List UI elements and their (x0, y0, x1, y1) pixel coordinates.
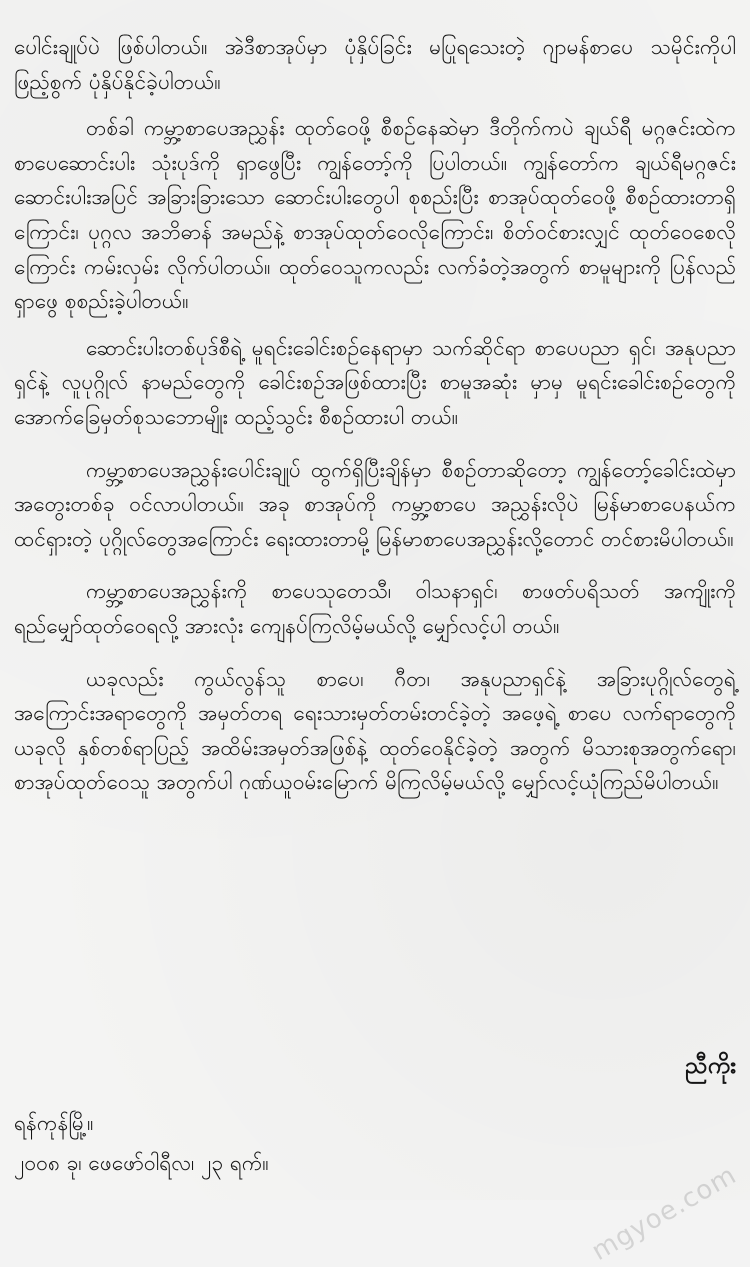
place-line: ရန်ကုန်မြို့။ (14, 1111, 94, 1135)
paragraph-5: ကမ္ဘာ့စာပေအညွှန်းကို စာပေသုတေသီ၊ ဝါသနာရှင်၊ စာဖတ်ပရိသတ် အကျိုးကို ရည်မျှော်ထုတ်ဝေရလို့ အားလုံး ကျေနပ်ကြလိမ့်မယ်လို့ မျှော်လင့်ပါ တယ်။ (14, 579, 736, 638)
paragraph-1: ပေါင်းချုပ်ပဲ ဖြစ်ပါတယ်။ အဲဒီစာအုပ်မှာ ပုံနှိပ်ခြင်း မပြုရသေးတဲ့ ဂျာမန်စာပေ သမိုင်းကိုပါ ဖြည့်စွက် ပုံနှိပ်နိုင်ခဲ့ပါတယ်။ (14, 35, 736, 94)
body-text (14, 30, 736, 800)
paragraph-2: တစ်ခါ ကမ္ဘာ့စာပေအညွှန်း ထုတ်ဝေဖို့ စီစဉ်နေဆဲမှာ ဒီတိုက်ကပဲ ချယ်ရီ မဂ္ဂဇင်းထဲက စာပေဆောင်းပါး သုံးပုဒ်ကို ရှာဖွေပြီး ကျွန်တော့်ကို ပြပါတယ်။ ကျွန်တော်က ချယ်ရီမဂ္ဂဇင်းဆောင်းပါးအပြင် အခြားခြားသော ဆောင်းပါးတွေပါ စုစည်းပြီး စာအုပ်ထုတ်ဝေဖို့ စီစဉ်ထားတာရှိကြောင်း၊ ပုဂ္ဂလ အဘိဓာန် အမည်နဲ့ စာအုပ်ထုတ်ဝေလိုကြောင်း၊ စိတ်ဝင်စားလျှင် ထုတ်ဝေစေလိုကြောင်း ကမ်းလှမ်း လိုက်ပါတယ်။ ထုတ်ဝေသူကလည်း လက်ခံတဲ့အတွက် စာမူများကို ပြန်လည် ရှာဖွေ စုစည်းခဲ့ပါတယ်။ (14, 116, 736, 314)
watermark: mgyoe.com (586, 1160, 742, 1267)
paragraph-4: ကမ္ဘာ့စာပေအညွှန်းပေါင်းချုပ် ထွက်ရှိပြီးချိန်မှာ စီစဉ်တာဆိုတော့ ကျွန်တော့်ခေါင်းထဲမှာ အတွေးတစ်ခု ဝင်လာပါတယ်။ အခု စာအုပ်ကို ကမ္ဘာ့စာပေ အညွှန်းလိုပဲ မြန်မာစာပေနယ်က ထင်ရှားတဲ့ ပုဂ္ဂိုလ်တွေအကြောင်း ရေးထားတာမို့ မြန်မာစာပေအညွှန်းလို့တောင် တင်စားမိပါတယ်။ (14, 457, 736, 551)
paragraph-3: ဆောင်းပါးတစ်ပုဒ်စီရဲ့ မူရင်းခေါင်းစဉ်နေရာမှာ သက်ဆိုင်ရာ စာပေပညာ ရှင်၊ အနုပညာရှင်နဲ့ လူပုဂ္ဂိုလ် နာမည်တွေကို ခေါင်းစဉ်အဖြစ်ထားပြီး စာမူအဆုံး မှာမှ မူရင်းခေါင်းစဉ်တွေကို အောက်ခြေမှတ်စုသဘောမျိုး ထည့်သွင်း စီစဉ်ထားပါ တယ်။ (14, 335, 736, 429)
author-signature: ညီကိုး (685, 1053, 736, 1079)
paragraph-6: ယခုလည်း ကွယ်လွန်သူ စာပေ၊ ဂီတ၊ အနုပညာရှင်နဲ့ အခြားပုဂ္ဂိုလ်တွေရဲ့ အကြောင်းအရာတွေကို အမှတ်တရ ရေးသားမှတ်တမ်းတင်ခဲ့တဲ့ အဖေ့ရဲ့ စာပေ လက်ရာတွေကို ယခုလို နှစ်တစ်ရာပြည့် အထိမ်းအမှတ်အဖြစ်နဲ့ ထုတ်ဝေနိုင်ခဲ့တဲ့ အတွက် မိသားစုအတွက်ရော၊ စာအုပ်ထုတ်ဝေသူ အတွက်ပါ ဂုဏ်ယူဝမ်းမြောက် မိကြလိမ့်မယ်လို့ မျှော်လင့်ယုံကြည်မိပါတယ်။ (14, 666, 736, 795)
date-line: ၂၀၀၈ ခု၊ ဖေဖော်ဝါရီလ၊ ၂၃ ရက်။ (14, 1151, 269, 1175)
